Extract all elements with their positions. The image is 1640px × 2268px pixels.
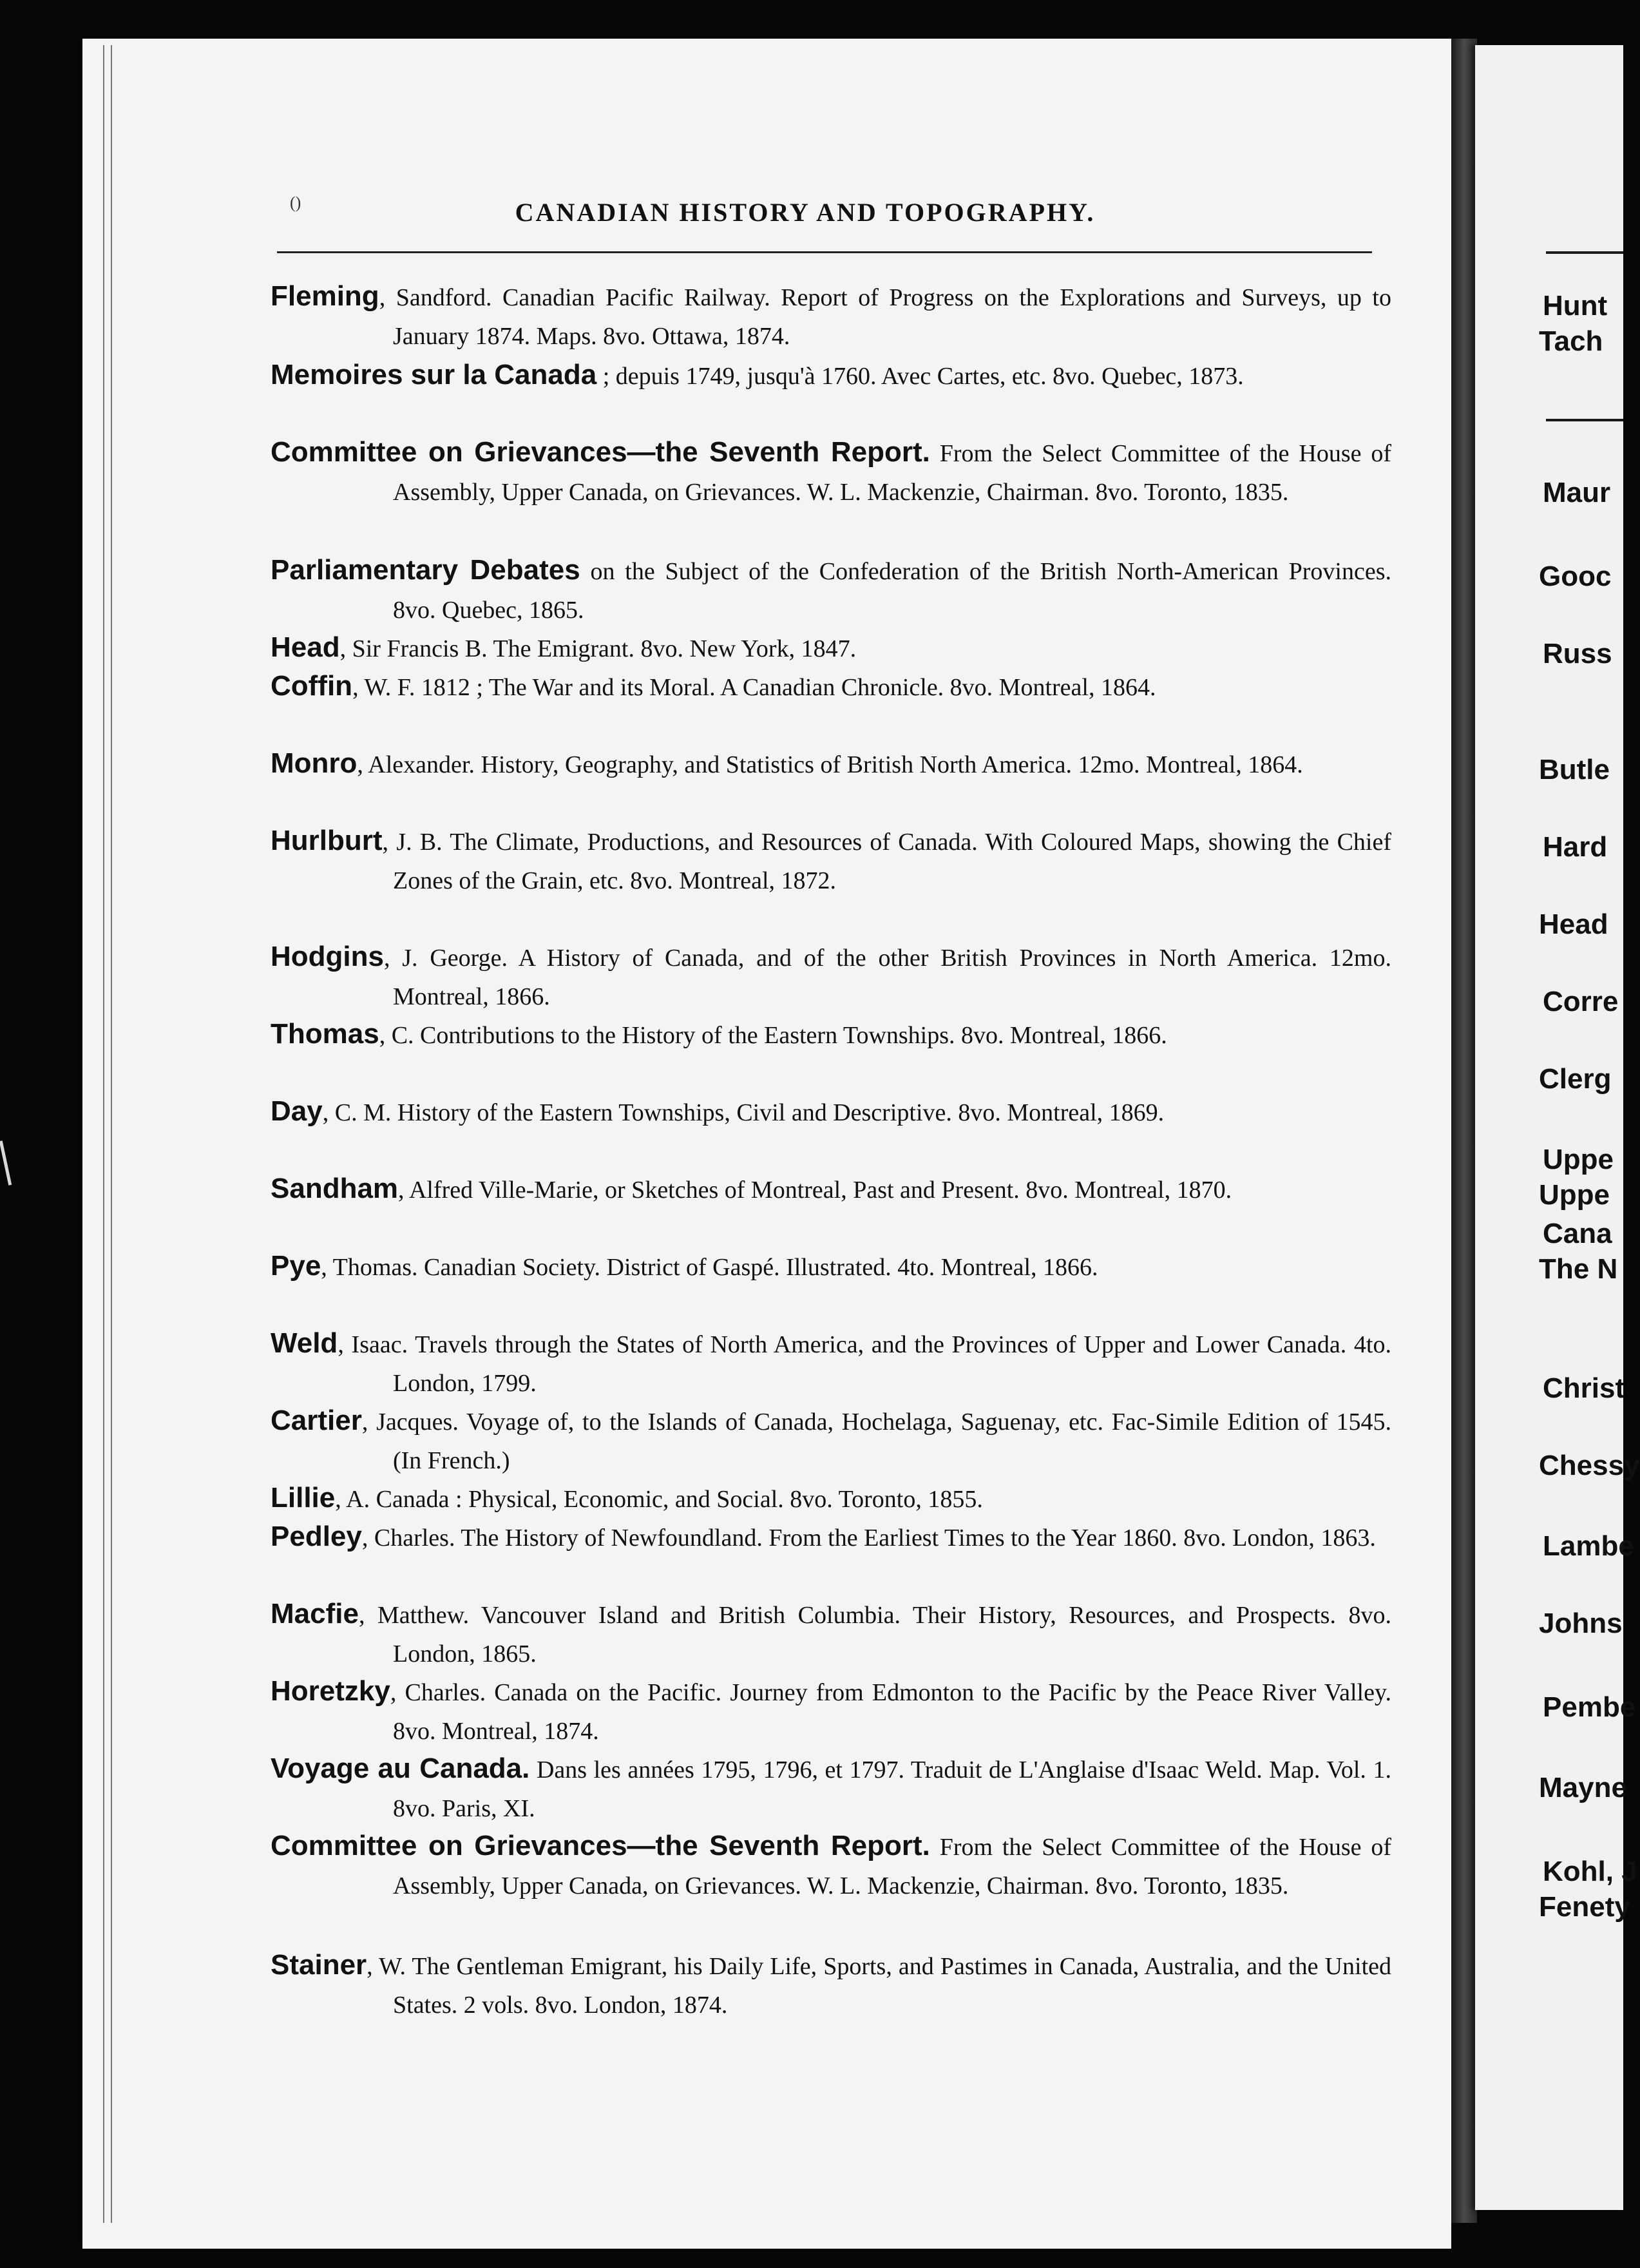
entry-details: , A. Canada : Physical, Economic, and Social. 8vo. Toronto, 1855. [335, 1486, 983, 1513]
facing-page-word: The N [1539, 1253, 1618, 1285]
bibliography-entry [271, 277, 1391, 354]
bibliography-entry [271, 744, 1391, 822]
entry-details: , Charles. The History of Newfoundland. From the Earliest Times to the Year 1860. 8vo. London, 1863. [361, 1524, 1376, 1552]
entry-author: Pye [271, 1250, 321, 1282]
facing-page-word: Maur [1543, 477, 1611, 508]
bibliography-entry [271, 1595, 1391, 1672]
entry-author: Hodgins [271, 941, 384, 972]
bibliography-entry [271, 937, 1391, 1015]
entry-details: , Charles. Canada on the Pacific. Journey from Edmonton to the Pacific by the Peace River Valley. 8vo. Montreal, 1874. [390, 1679, 1391, 1745]
entry-author: Head [271, 631, 340, 663]
facing-page-word: Pembe [1543, 1691, 1636, 1723]
entry-author: Coffin [271, 670, 353, 702]
bibliography-entry [271, 433, 1391, 549]
facing-page-word: Corre [1543, 986, 1619, 1017]
facing-page-word: Fenety [1539, 1891, 1630, 1923]
entry-author: Weld [271, 1327, 338, 1359]
bibliography-entry [271, 667, 1391, 744]
running-head: CANADIAN HISTORY AND TOPOGRAPHY. [515, 198, 1096, 227]
facing-page-word: Cana [1543, 1218, 1612, 1249]
facing-page-word: Hard [1543, 831, 1608, 863]
entry-details: , W. The Gentleman Emigrant, his Daily Life, Sports, and Pastimes in Canada, Australia, and the United States. 2 vols. 8vo. London, 1874. [367, 1953, 1391, 2019]
entry-details: , Alfred Ville-Marie, or Sketches of Montreal, Past and Present. 8vo. Montreal, 1870. [398, 1177, 1232, 1204]
entry-author: Memoires sur la Canada [271, 359, 597, 390]
bibliography-entry [271, 356, 1391, 433]
facing-page-word: Lambe [1543, 1530, 1634, 1562]
entry-details: , W. F. 1812 ; The War and its Moral. A Canadian Chronicle. 8vo. Montreal, 1864. [352, 674, 1156, 701]
entry-details: Dans les années 1795, 1796, et 1797. Traduit de L'Anglaise d'Isaac Weld. Map. Vol. 1. 8vo. Paris, XI. [393, 1756, 1391, 1822]
entry-details: , C. M. History of the Eastern Townships, Civil and Descriptive. 8vo. Montreal, 1869. [322, 1099, 1165, 1126]
entry-details: , Alexander. History, Geography, and Statistics of British North America. 12mo. Montreal, 1864. [357, 751, 1303, 778]
facing-page-word: Uppe [1543, 1144, 1614, 1175]
bibliography-entry [271, 1749, 1391, 1827]
facing-page-word: Uppe [1539, 1179, 1610, 1211]
bibliography-entry [271, 1092, 1391, 1169]
entry-author: Pedley [271, 1521, 362, 1552]
entry-details: , Thomas. Canadian Society. District of Gaspé. Illustrated. 4to. Montreal, 1866. [321, 1254, 1098, 1281]
facing-page-word: Chessy [1539, 1450, 1640, 1481]
bibliography-entry [271, 628, 1391, 667]
facing-page-word: Tach [1539, 325, 1603, 357]
page-number: () [290, 193, 301, 212]
scan-artifact [0, 1140, 12, 1186]
entry-author: Thomas [271, 1018, 379, 1050]
header-rule [277, 251, 1372, 253]
entry-author: Cartier [271, 1405, 362, 1436]
entry-details: From the Select Committee of the House of Assembly, Upper Canada, on Grievances. W. L. Mackenzie, Chairman. 8vo. Toronto, 1835. [393, 1834, 1391, 1899]
entry-details: , Isaac. Travels through the States of North America, and the Provinces of Upper and Lower Canada. 4to. London, 1799. [338, 1331, 1391, 1397]
page-edge-line [111, 45, 112, 2223]
facing-page-word: Clerg [1539, 1063, 1612, 1095]
entry-details: ; depuis 1749, jusqu'à 1760. Avec Cartes, etc. 8vo. Quebec, 1873. [596, 363, 1244, 390]
entry-author: Parliamentary Debates [271, 554, 580, 586]
facing-page-word: Kohl, J [1543, 1856, 1637, 1887]
page-edge-line [103, 45, 104, 2223]
facing-page-word: Butle [1539, 754, 1610, 785]
book-gutter [1451, 39, 1477, 2223]
entry-author: Fleming [271, 280, 379, 312]
entry-author: Horetzky [271, 1675, 390, 1707]
bibliography-entry [271, 1946, 1391, 2023]
entry-details: , Sandford. Canadian Pacific Railway. Report of Progress on the Explorations and Surveys, up to January 1874. Maps. 8vo. Ottawa, 1874. [379, 284, 1391, 350]
entry-author: Hurlburt [271, 825, 383, 856]
entry-details: , Jacques. Voyage of, to the Islands of Canada, Hochelaga, Saguenay, etc. Fac-Simile Edition of 1545. (In French.) [361, 1408, 1391, 1474]
facing-page-rule [1546, 419, 1623, 421]
facing-page-rule [1546, 251, 1623, 254]
entry-author: Stainer [271, 1949, 367, 1981]
bibliography-entry [271, 1517, 1391, 1595]
facing-page-word: Mayne [1539, 1772, 1627, 1803]
bibliography-entry [271, 1324, 1391, 1401]
entry-author: Monro [271, 747, 358, 779]
entry-details: From the Select Committee of the House of Assembly, Upper Canada, on Grievances. W. L. Mackenzie, Chairman. 8vo. Toronto, 1835. [393, 440, 1391, 506]
entry-author: Sandham [271, 1173, 399, 1204]
bibliography-entry [271, 822, 1391, 937]
bibliography-entry [271, 1672, 1391, 1749]
bibliography-entry [271, 1015, 1391, 1092]
bibliography-entry [271, 1169, 1391, 1247]
entry-details: , J. George. A History of Canada, and of the other British Provinces in North America. 12mo. Montreal, 1866. [383, 945, 1391, 1010]
entry-details: , C. Contributions to the History of the Eastern Townships. 8vo. Montreal, 1866. [379, 1022, 1167, 1049]
entry-author: Lillie [271, 1482, 336, 1514]
entry-details: , Matthew. Vancouver Island and British Columbia. Their History, Resources, and Prospects. 8vo. London, 1865. [358, 1602, 1391, 1667]
entry-details: on the Subject of the Confederation of the British North-American Provinces. 8vo. Quebec, 1865. [393, 558, 1391, 624]
facing-page-word: Hunt [1543, 290, 1608, 322]
bibliography-entry [271, 1479, 1391, 1517]
facing-page-word: Christ [1543, 1372, 1625, 1404]
bibliography-entry [271, 1247, 1391, 1324]
facing-page-word: Johns [1539, 1608, 1623, 1639]
bibliography-entry [271, 1401, 1391, 1479]
bibliography-entry [271, 551, 1391, 628]
bibliography-entry [271, 1827, 1391, 1943]
entry-author: Committee on Grievances—the Seventh Report. [271, 1830, 930, 1861]
entry-details: , J. B. The Climate, Productions, and Resources of Canada. With Coloured Maps, showing the Chief Zones of the Grain, etc. 8vo. Montreal, 1872. [382, 829, 1391, 894]
facing-page-word: Russ [1543, 638, 1612, 669]
facing-page-word: Gooc [1539, 561, 1612, 592]
entry-author: Committee on Grievances—the Seventh Report. [271, 436, 930, 468]
facing-page-word: Head [1539, 908, 1608, 940]
entry-author: Voyage au Canada. [271, 1753, 530, 1784]
entry-details: , Sir Francis B. The Emigrant. 8vo. New York, 1847. [339, 635, 857, 662]
entry-author: Macfie [271, 1598, 359, 1629]
entry-author: Day [271, 1095, 323, 1127]
